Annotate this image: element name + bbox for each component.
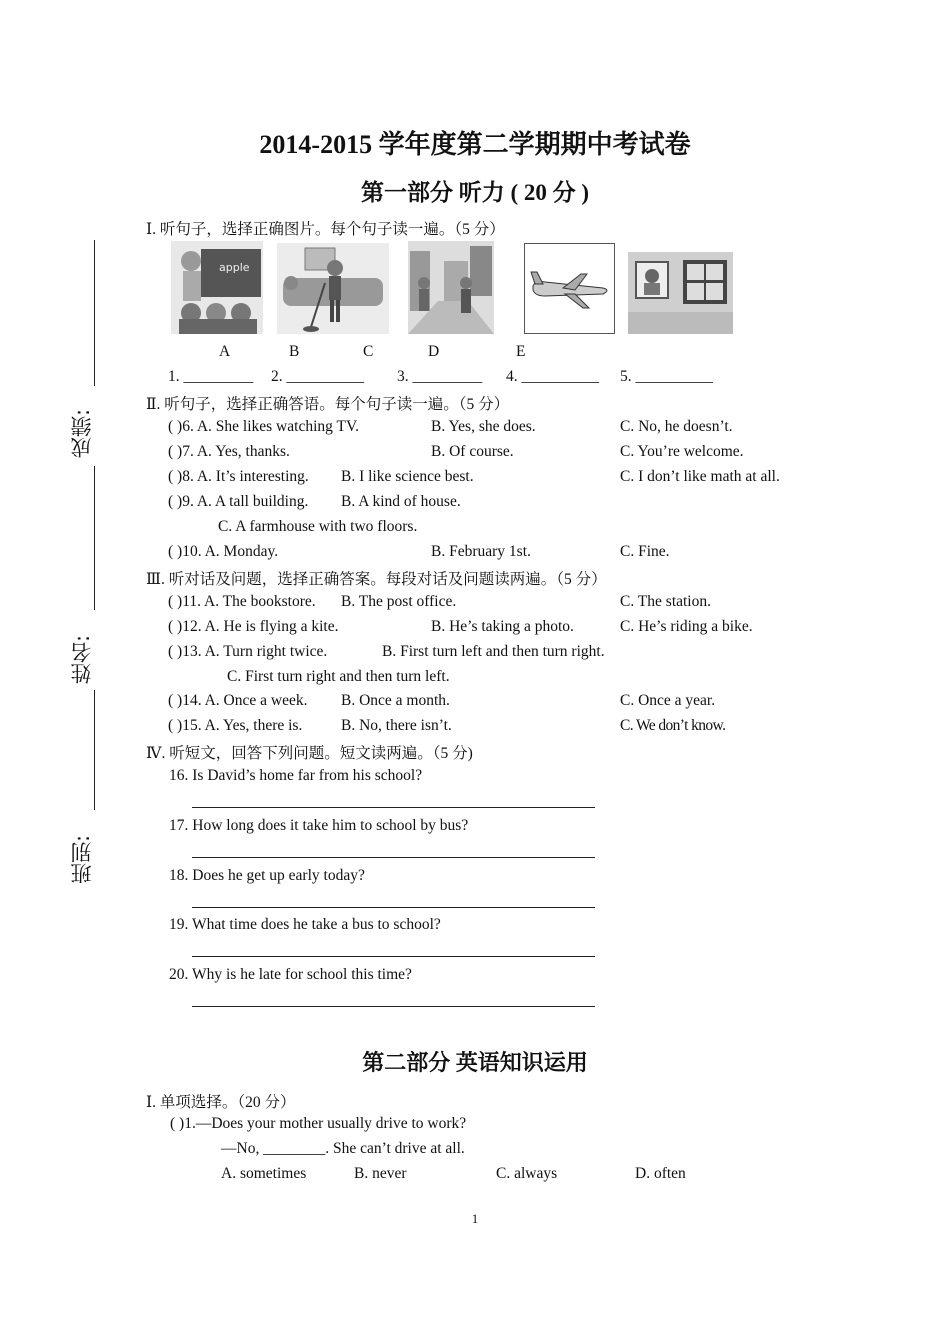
q14-option-b: B. Once a month.	[341, 692, 450, 709]
picture-c	[408, 241, 494, 334]
score-label: 成绩:	[70, 408, 94, 458]
q6-option-c: C. No, he doesn’t.	[620, 418, 733, 435]
q7-option-b: B. Of course.	[431, 443, 514, 460]
q13-option-b: B. First turn left and then turn right.	[382, 643, 605, 660]
q15-stem: ( )15. A. Yes, there is.	[168, 717, 303, 734]
q18-text: 18. Does he get up early today?	[169, 867, 365, 884]
q19-answer-line[interactable]	[192, 956, 595, 957]
picture-letter-b: B	[289, 343, 300, 360]
section4-heading: Ⅳ. 听短文，回答下列问题。短文读两遍。（5 分)	[146, 745, 473, 762]
picture-d	[524, 243, 615, 334]
q12-option-c: C. He’s riding a bike.	[620, 618, 753, 635]
section3-heading: Ⅲ. 听对话及问题，选择正确答案。每段对话及问题读两遍。（5 分）	[146, 571, 607, 588]
q9-option-b: B. A kind of house.	[341, 493, 461, 510]
q19-text: 19. What time does he take a bus to school?	[169, 916, 441, 933]
blank-2[interactable]: 2. __________	[271, 368, 364, 385]
q7-stem: ( )7. A. Yes, thanks.	[168, 443, 290, 460]
q13-stem: ( )13. A. Turn right twice.	[168, 643, 328, 660]
part2-q1-option-d: D. often	[635, 1165, 686, 1182]
q15-option-c: C. We don’t know.	[620, 717, 726, 734]
part2-q1-reply: —No, ________. She can’t drive at all.	[221, 1140, 465, 1157]
q9-stem: ( )9. A. A tall building.	[168, 493, 309, 510]
apple-word: apple	[219, 261, 250, 274]
q10-stem: ( )10. A. Monday.	[168, 543, 279, 560]
part2-q1-option-c: C. always	[496, 1165, 558, 1182]
part2-section1-heading: Ⅰ. 单项选择。（20 分）	[146, 1094, 296, 1111]
picture-e	[628, 252, 733, 334]
picture-letter-a: A	[219, 343, 231, 360]
page-number: 1	[471, 1211, 479, 1226]
section2-heading: Ⅱ. 听句子，选择正确答语。每个句子读一遍。（5 分）	[146, 396, 510, 413]
picture-letter-d: D	[428, 343, 440, 360]
q6-stem: ( )6. A. She likes watching TV.	[168, 418, 360, 435]
picture-letter-c: C	[363, 343, 374, 360]
q16-answer-line[interactable]	[192, 807, 595, 808]
q17-text: 17. How long does it take him to school by bus?	[169, 817, 469, 834]
q8-stem: ( )8. A. It’s interesting.	[168, 468, 309, 485]
q14-stem: ( )14. A. Once a week.	[168, 692, 308, 709]
picture-a	[171, 241, 263, 334]
section1-heading: Ⅰ. 听句子，选择正确图片。每个句子读一遍。（5 分）	[146, 221, 505, 238]
q7-option-c: C. You’re welcome.	[620, 443, 744, 460]
picture-b	[277, 243, 389, 334]
q11-option-c: C. The station.	[620, 593, 711, 610]
part2-title: 第二部分 英语知识运用	[362, 1050, 588, 1075]
blank-1[interactable]: 1. _________	[168, 368, 254, 385]
page-title: 2014-2015 学年度第二学期期中考试卷	[259, 130, 691, 159]
q9-option-c: C. A farmhouse with two floors.	[218, 518, 418, 535]
binding-line	[94, 466, 95, 610]
part2-q1-option-a: A. sometimes	[221, 1165, 307, 1182]
part2-q1-stem: ( )1.—Does your mother usually drive to work?	[170, 1115, 467, 1132]
class-label: 班别:	[70, 834, 94, 884]
part1-title: 第一部分 听力 ( 20 分 )	[360, 180, 590, 205]
picture-letter-e: E	[516, 343, 526, 360]
binding-line	[94, 690, 95, 810]
q16-text: 16. Is David’s home far from his school?	[169, 767, 423, 784]
q11-stem: ( )11. A. The bookstore.	[168, 593, 316, 610]
name-label: 姓名:	[70, 634, 94, 684]
q8-option-b: B. I like science best.	[341, 468, 474, 485]
q12-stem: ( )12. A. He is flying a kite.	[168, 618, 339, 635]
blank-3[interactable]: 3. _________	[397, 368, 483, 385]
q13-option-c: C. First turn right and then turn left.	[227, 668, 450, 685]
q12-option-b: B. He’s taking a photo.	[431, 618, 574, 635]
q10-option-b: B. February 1st.	[431, 543, 531, 560]
part2-q1-option-b: B. never	[354, 1165, 407, 1182]
q10-option-c: C. Fine.	[620, 543, 670, 560]
q11-option-b: B. The post office.	[341, 593, 457, 610]
q18-answer-line[interactable]	[192, 907, 595, 908]
q15-option-b: B. No, there isn’t.	[341, 717, 452, 734]
binding-line	[94, 240, 95, 386]
q14-option-c: C. Once a year.	[620, 692, 716, 709]
q20-answer-line[interactable]	[192, 1006, 595, 1007]
q17-answer-line[interactable]	[192, 857, 595, 858]
blank-4[interactable]: 4. __________	[506, 368, 599, 385]
blank-5[interactable]: 5. __________	[620, 368, 713, 385]
q8-option-c: C. I don’t like math at all.	[620, 468, 780, 485]
q20-text: 20. Why is he late for school this time?	[169, 966, 412, 983]
q6-option-b: B. Yes, she does.	[431, 418, 536, 435]
